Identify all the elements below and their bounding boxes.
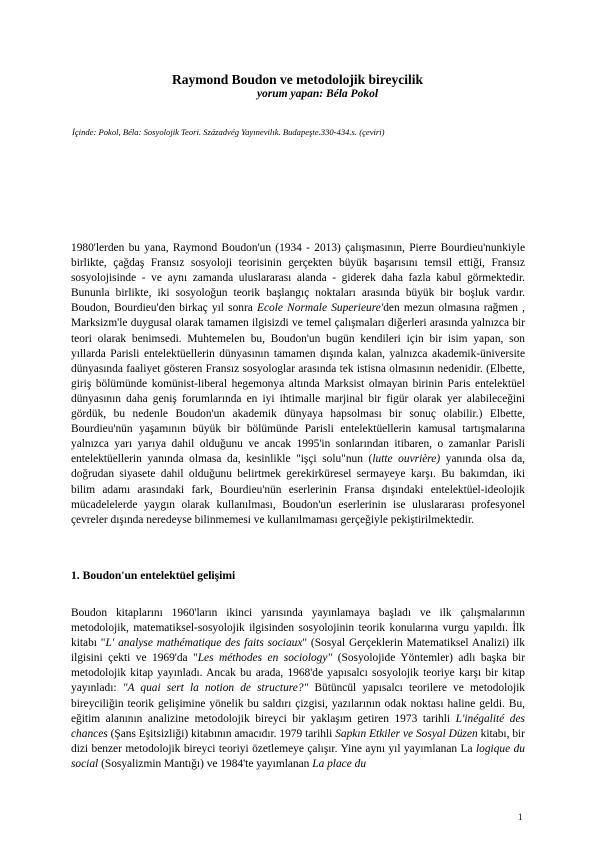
page-number: 1 [518,812,523,822]
italic-run: La place du [312,757,367,770]
text-run: 1980'lerden bu yana, Raymond Boudon'un (1934 - 2013) çalışmasının, Pierre Bourdieu'nunkiyle birlikte, çağdaş Fransız sosyoloji teorisinin gerçekten büyük başarısını temsil ettiği, Fransız sosyolojisinde - ve aynı zamanda uluslararası alanda - giderek daha fazla kabul görmektedir. Bununla birlikte, iki sosyoloğun teorik başlangıç noktaları arasında büyük bir boşluk vardır. Boudon, Bourdieu'den birkaç yıl sonra [71,242,525,315]
text-run: kitabı, bir dizi benzer metodolojik bireyci teoriyi özetlemeye çalışır. Yine aynı yıl yayımlanan La [71,727,525,755]
source-note: İçinde: Pokol, Béla: Sosyolojik Teori. Századvég Yayınevilık. Budapeşte.330-434.s. (çeviri) [72,127,385,137]
text-run: (Şans Eşitsizliği) kitabının amacıdır. 1979 tarihli [107,727,336,740]
italic-run: Sapkın Etkiler ve Sosyal Düzen [335,727,478,740]
italic-run: L'inégalité des chances [71,712,525,740]
section-heading: 1. Boudon'un entelektüel gelişimi [71,569,236,582]
text-run: den mezun olmasına rağmen , Marksizm'le duygusal olarak tamamen ilgisizdi ve temel çalışmaları diğerleri arasında yalnızca bir teori olarak benimsedi. Muhtemelen bu, Boudon'un bugün kendileri için bir isim yapan, son yıllarda Parisli entelektüellerin dünyasının tamamen dışında kalan, yalnızca akademik-üniversite dünyasında faaliyet gösteren Fransız sosyologlar arasında tek istisna olmasının nedenidir. (Elbette, giriş bölümünde komünist-liberal hegemonya altında Marksist olmayan birinin Paris entelektüel dünyasının daha geniş forumlarında en iyi ihtimalle marjinal bir figür olarak yer alabileceğini gördük, bu nedenle Boudon'un akademik dünyaya hapsolması bir sonuç olabilir.) Elbette, Bourdieu'nün yaşamının büyük bir bölümünde Parisli entelektüellerin kamusal tartışmalarına yalnızca yarı yarıya dahil olduğunu ve ancak 1995'in sonlarından itibaren, o zamanlar Parisli entelektüellerin yanında olmasa da, kesinlikle "işçi solu"nun ( [71,302,526,466]
document-subtitle: yorum yapan: Béla Pokol [256,88,379,100]
italic-run: L' analyse mathématique des faits sociaux [105,637,303,650]
italic-run: "A quai sert la notion de structure?" [122,682,309,695]
italic-run: Ecole Normale Superieure' [257,302,384,315]
italic-run: logique du social [71,742,525,770]
text-run: " (Sosyal Gerçeklerin Matematiksel Analizi) ilk ilgisini çekti ve 1969'da " [71,637,525,665]
text-run: Boudon kitaplarını 1960'ların ikinci yarısında yayınlamaya başladı ve ilk çalışmalarının metodolojik, matematiksel-sosyolojik ilgisinden sosyolojinin teorik konularına vurgu yapıldı. İlk kitabı " [71,607,525,650]
document-title: Raymond Boudon ve metodolojik bireycilik [171,72,424,87]
text-run: yanında olsa da, doğrudan siyasete dahil olduğunu belirtmek gerekirküresel sermayeye karşı. Bu bakımdan, iki bilim adamı arasındaki fark, Bourdieu'nün eserlerinin Fransa dışındaki entelektüel-ideolojik mücadelelerde yaygın olarak kullanılması, Boudon'un eserlerinin ise uluslararası profesyonel çevreler dışında neredeyse bilinmemesi ve kullanılmaması gerçeğiyle pekiştirilmektedir. [71,453,525,526]
section-paragraph [71,606,525,772]
intro-paragraph [71,241,525,528]
text-run: (Sosyolojide Yöntemler) adlı başka bir metodolojik kitap yayınladı. Ancak bu arada, 1968'de yapısalcı sosyolojik teoriye karşı bir kitap yayınladı: [71,652,525,695]
text-run: (Sosyalizmin Mantığı) ve 1984'te yayımlanan [98,757,313,770]
italic-run: Les méthodes en sociology" [197,652,333,665]
italic-run: lutte ouvrière) [372,453,441,466]
text-run: Bütüncül yapısalcı teorilere ve metodolojik bireyciliğin teorik gelişimine yönelik bu saldırı çizgisi, yazılarının odak noktası haline geldi. Bu, eğitim alanının analizine metodolojik bireyci bir yaklaşım getiren 1973 tarihli [71,682,525,725]
